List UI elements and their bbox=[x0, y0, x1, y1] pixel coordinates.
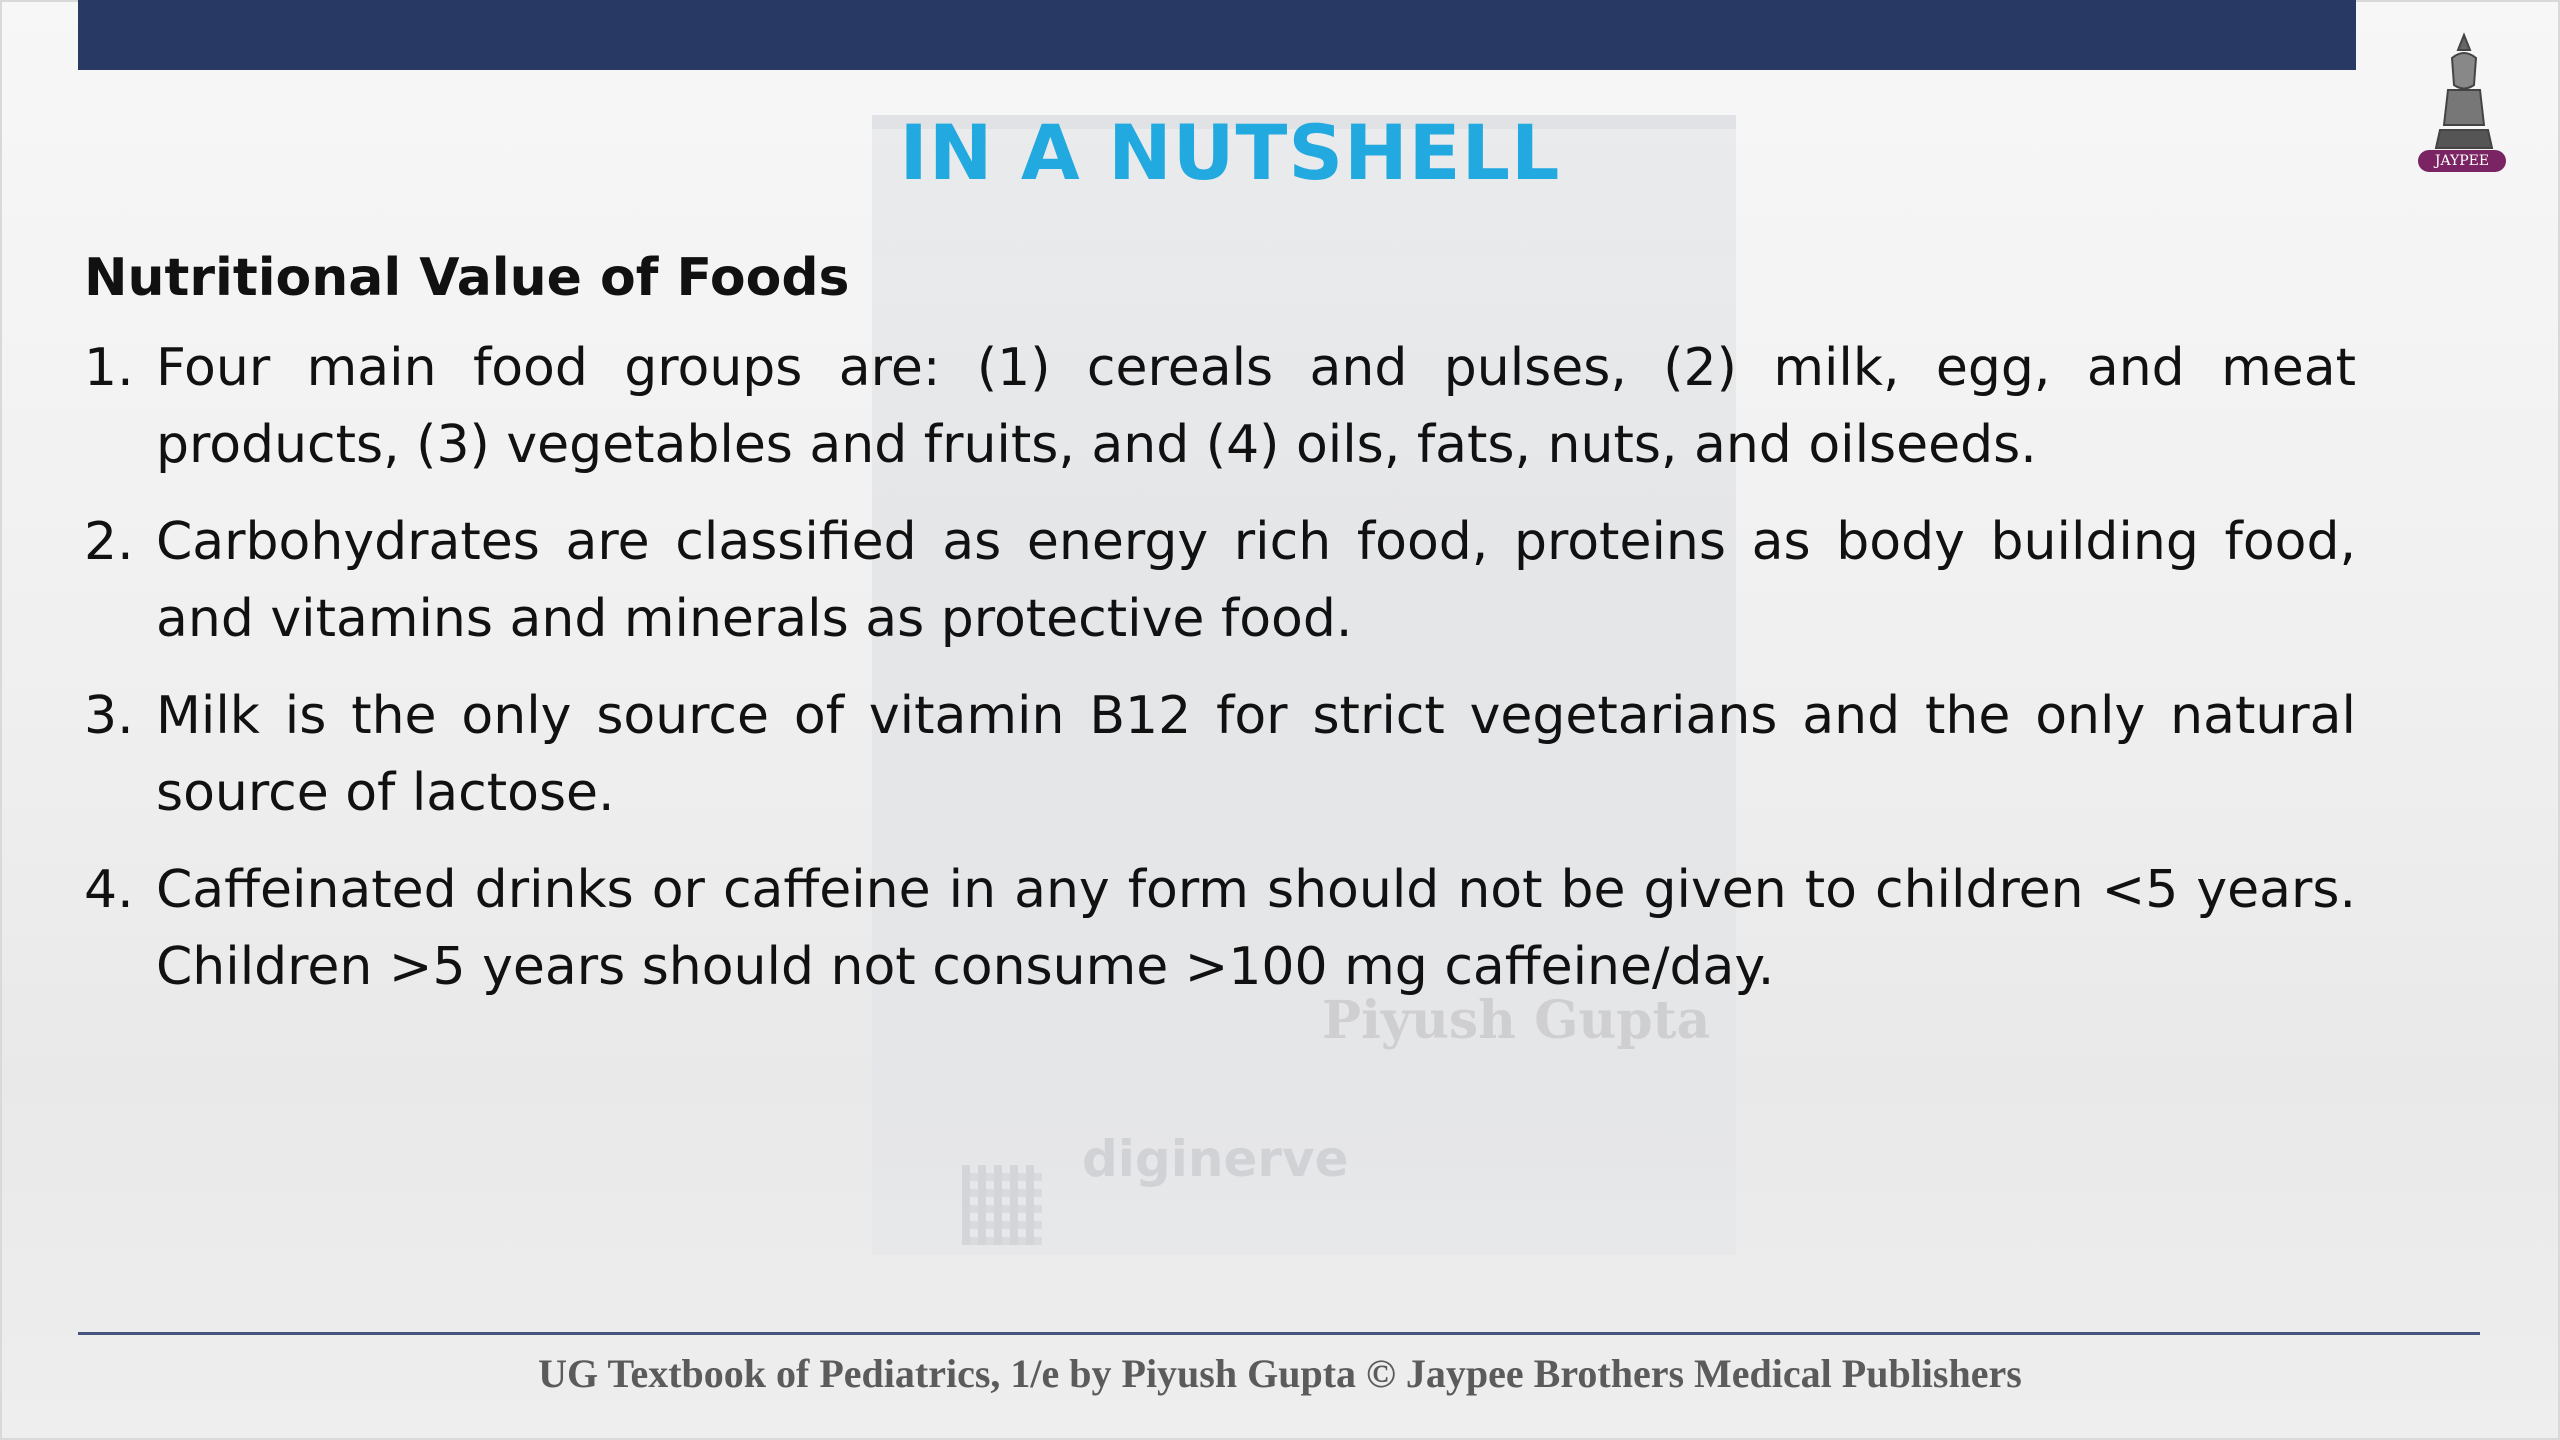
point-text: Caffeinated drinks or caffeine in any form should not be given to children <5 years. Children >5 years should not consume >100 mg caffeine/day. bbox=[156, 860, 2356, 997]
list-item bbox=[84, 330, 2356, 484]
point-text: Carbohydrates are classified as energy rich food, proteins as body building food, and vitamins and minerals as protective food. bbox=[156, 512, 2356, 649]
list-item bbox=[84, 504, 2356, 658]
section-heading: Nutritional Value of Foods bbox=[84, 248, 850, 308]
slide-content bbox=[84, 248, 2356, 1026]
top-banner-bar bbox=[78, 0, 2356, 70]
point-text: Milk is the only source of vitamin B12 for strict vegetarians and the only natural source of lactose. bbox=[156, 686, 2356, 823]
watermark-author: Piyush Gupta bbox=[1322, 990, 1711, 1051]
point-text: Four main food groups are: (1) cereals and pulses, (2) milk, egg, and meat products, (3) vegetables and fruits, and (4) oils, fats, nuts, and oilseeds. bbox=[156, 338, 2356, 475]
point-number: 2. bbox=[84, 512, 134, 572]
point-number: 4. bbox=[84, 860, 134, 920]
point-number: 1. bbox=[84, 338, 134, 398]
list-item bbox=[84, 678, 2356, 832]
watermark-brand: diginerve bbox=[1082, 1130, 1349, 1188]
footer-divider bbox=[78, 1332, 2480, 1335]
watermark-qr-icon bbox=[962, 1165, 1042, 1245]
point-list bbox=[84, 330, 2356, 1006]
footer-credit: UG Textbook of Pediatrics, 1/e by Piyush Gupta © Jaypee Brothers Medical Publishers bbox=[538, 1351, 2022, 1396]
point-number: 3. bbox=[84, 686, 134, 746]
list-item bbox=[84, 852, 2356, 1006]
logo-badge: JAYPEE bbox=[2418, 150, 2506, 172]
slide-title: IN A NUTSHELL bbox=[899, 108, 1561, 197]
